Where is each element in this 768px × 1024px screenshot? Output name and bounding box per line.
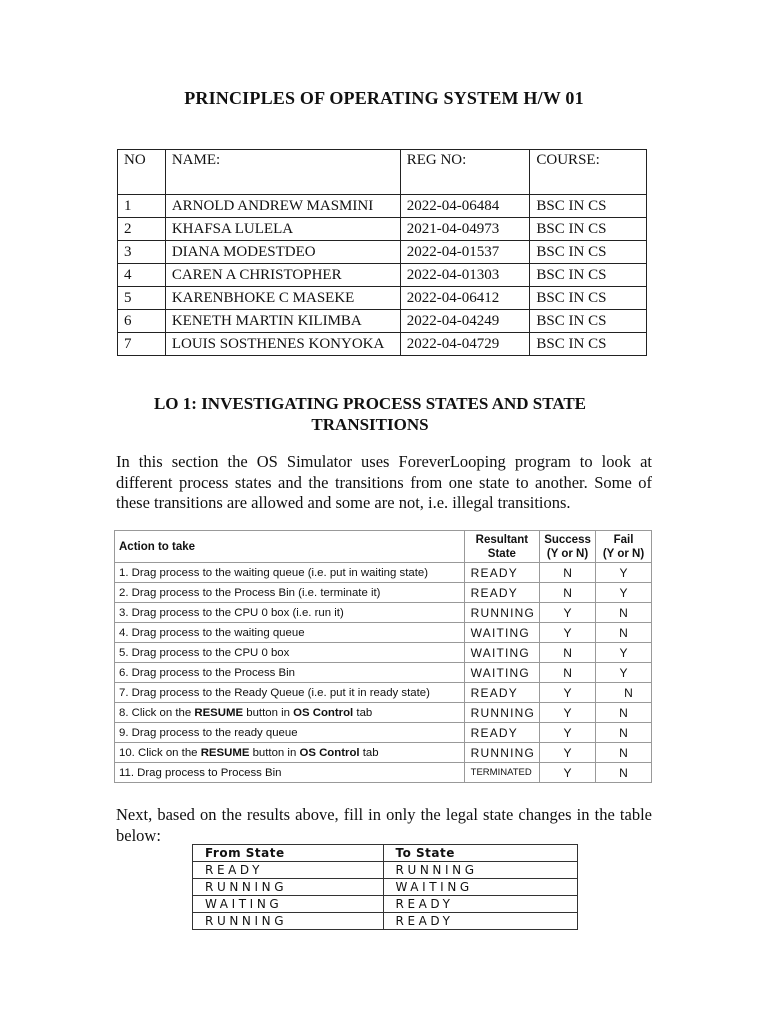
action-text: 8. Click on the RESUME button in OS Control tab [115,703,465,723]
table-row [118,333,647,356]
table-row [118,241,647,264]
heading-line-1: LO 1: INVESTIGATING PROCESS STATES AND STATE [153,394,587,413]
action-text: 11. Drag process to Process Bin [115,763,465,783]
table-row [193,862,578,879]
table-row [193,913,578,930]
member-course: BSC IN CS [530,287,647,310]
header-course: COURSE: [530,150,647,195]
member-no: 7 [118,333,166,356]
section-heading [120,393,620,435]
member-no: 6 [118,310,166,333]
from-state: RUNNING [193,913,384,930]
member-course: BSC IN CS [530,333,647,356]
fail-value: Y [596,583,652,603]
intro-paragraph: In this section the OS Simulator uses ForeverLooping program to look at different process states and the transitions from one state to another. Some of these transitions are allowed and some are not, i.e. illegal transitions. [116,452,652,512]
table-row [115,583,652,603]
table-row [193,896,578,913]
header-action: Action to take [115,531,465,563]
table-row [115,663,652,683]
action-text: 5. Drag process to the CPU 0 box [115,643,465,663]
member-no: 5 [118,287,166,310]
action-text: 6. Drag process to the Process Bin [115,663,465,683]
header-no: NO [118,150,166,195]
member-reg: 2022-04-01303 [400,264,530,287]
fail-value: N [596,723,652,743]
table-row [115,643,652,663]
table-row [193,879,578,896]
success-value: Y [540,623,596,643]
header-success: Success (Y or N) [540,531,596,563]
action-text: 9. Drag process to the ready queue [115,723,465,743]
member-reg: 2022-04-04249 [400,310,530,333]
member-course: BSC IN CS [530,310,647,333]
header-to-state: To State [383,845,578,862]
fail-value: Y [596,643,652,663]
heading-line-2: TRANSITIONS [311,415,429,434]
table-row [115,683,652,703]
success-value: Y [540,763,596,783]
action-text: 2. Drag process to the Process Bin (i.e. terminate it) [115,583,465,603]
member-reg: 2022-04-06412 [400,287,530,310]
success-value: Y [540,743,596,763]
member-name: CAREN A CHRISTOPHER [165,264,400,287]
success-value: Y [540,703,596,723]
member-name: KENETH MARTIN KILIMBA [165,310,400,333]
table-row [115,743,652,763]
table-row [115,763,652,783]
member-name: LOUIS SOSTHENES KONYOKA [165,333,400,356]
member-name: KARENBHOKE C MASEKE [165,287,400,310]
member-course: BSC IN CS [530,218,647,241]
member-reg: 2022-04-01537 [400,241,530,264]
action-text: 1. Drag process to the waiting queue (i.e. put in waiting state) [115,563,465,583]
table-row [115,703,652,723]
resultant-state: RUNNING [464,743,539,763]
member-course: BSC IN CS [530,195,647,218]
to-state: WAITING [383,879,578,896]
member-reg: 2022-04-04729 [400,333,530,356]
fail-value: N [596,603,652,623]
success-value: Y [540,683,596,703]
action-text: 3. Drag process to the CPU 0 box (i.e. run it) [115,603,465,623]
success-value: N [540,583,596,603]
fail-value: Y [596,563,652,583]
success-value: N [540,563,596,583]
to-state: READY [383,913,578,930]
resultant-state: TERMINATED [464,763,539,783]
member-course: BSC IN CS [530,241,647,264]
success-value: Y [540,723,596,743]
member-reg: 2022-04-06484 [400,195,530,218]
header-fail: Fail (Y or N) [596,531,652,563]
instruction-paragraph: Next, based on the results above, fill in only the legal state changes in the table below: [116,805,652,845]
member-no: 3 [118,241,166,264]
action-text: 10. Click on the RESUME button in OS Control tab [115,743,465,763]
resultant-state: WAITING [464,643,539,663]
fail-value: Y [596,663,652,683]
resultant-state: RUNNING [464,603,539,623]
document-title: PRINCIPLES OF OPERATING SYSTEM H/W 01 [184,88,584,108]
fail-value: N [596,683,652,703]
table-row [118,287,647,310]
member-no: 4 [118,264,166,287]
member-course: BSC IN CS [530,264,647,287]
member-no: 2 [118,218,166,241]
member-name: KHAFSA LULELA [165,218,400,241]
table-row [115,563,652,583]
table-row [118,310,647,333]
success-value: N [540,663,596,683]
actions-table [114,530,652,783]
table-row [118,218,647,241]
header-reg-no: REG NO: [400,150,530,195]
from-state: READY [193,862,384,879]
resultant-state: RUNNING [464,703,539,723]
table-header-row [115,531,652,563]
header-from-state: From State [193,845,384,862]
fail-value: N [596,623,652,643]
table-row [115,723,652,743]
fail-value: N [596,703,652,723]
member-name: ARNOLD ANDREW MASMINI [165,195,400,218]
fail-value: N [596,743,652,763]
table-row [118,195,647,218]
success-value: N [540,643,596,663]
from-state: WAITING [193,896,384,913]
table-row [115,603,652,623]
table-row [118,264,647,287]
action-text: 4. Drag process to the waiting queue [115,623,465,643]
member-reg: 2021-04-04973 [400,218,530,241]
action-text: 7. Drag process to the Ready Queue (i.e. put it in ready state) [115,683,465,703]
header-name: NAME: [165,150,400,195]
table-header-row [193,845,578,862]
success-value: Y [540,603,596,623]
fail-value: N [596,763,652,783]
resultant-state: READY [464,723,539,743]
state-transitions-table [192,844,578,930]
resultant-state: READY [464,683,539,703]
member-name: DIANA MODESTDEO [165,241,400,264]
resultant-state: WAITING [464,623,539,643]
header-resultant-state: Resultant State [464,531,539,563]
resultant-state: READY [464,583,539,603]
to-state: READY [383,896,578,913]
group-members-table [117,149,647,356]
table-row [115,623,652,643]
resultant-state: READY [464,563,539,583]
from-state: RUNNING [193,879,384,896]
resultant-state: WAITING [464,663,539,683]
table-header-row [118,150,647,195]
member-no: 1 [118,195,166,218]
to-state: RUNNING [383,862,578,879]
